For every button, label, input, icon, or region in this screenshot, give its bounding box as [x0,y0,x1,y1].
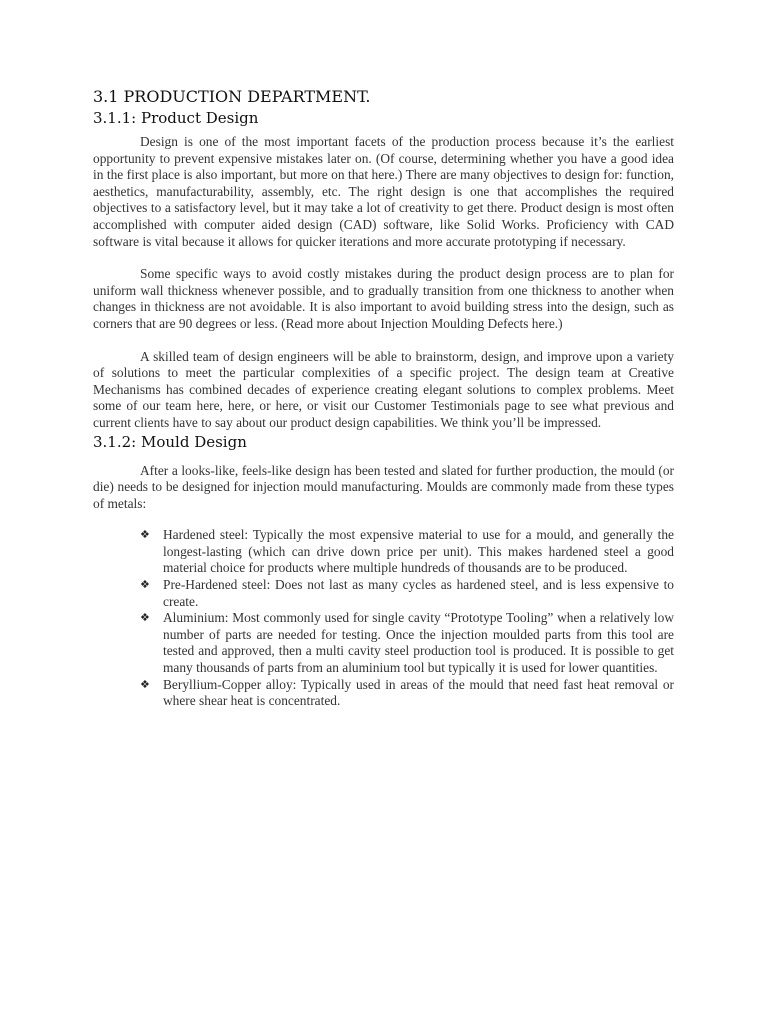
mould-design-intro: After a looks-like, feels-like design has been tested and slated for further production, the mould (or die) needs to be designed for injection mould manufacturing. Moulds are commonly made from these types of metals: [93,462,674,511]
document-page [93,86,674,710]
diamond-bullet-icon: ❖ [140,677,150,691]
diamond-bullet-icon: ❖ [140,578,150,592]
list-item [140,527,674,577]
product-design-paragraph-1: Design is one of the most important facets of the production process because it’s the earliest opportunity to prevent expensive mistakes later on. (Of course, determining whether you have a good idea in the first place is also important, but more on that here.) There are many objectives to design for: function, aesthetics, manufacturability, assembly, etc. The right design is one that accomplishes the required objectives to a satisfactory level, but it may take a lot of creativity to get there. Product design is most often accomplished with computer aided design (CAD) software, like Solid Works. Proficiency with CAD software is vital because it allows for quicker iterations and more accurate prototyping if necessary. [93,134,674,249]
product-design-heading: 3.1.1: Product Design [93,109,259,127]
section-title: 3.1 PRODUCTION DEPARTMENT. [93,87,371,106]
list-item-text: Hardened steel: Typically the most expensive material to use for a mould, and generally the longest-lasting (which can drive down price per unit). This makes hardened steel a good material choice for products where multiple hundreds of thousands are to be produced. [163,527,674,576]
product-design-paragraph-2: Some specific ways to avoid costly mistakes during the product design process are to plan for uniform wall thickness whenever possible, and to gradually transition from one thickness to another when changes in thickness are not avoidable. It is also important to avoid building stress into the design, such as corners that are 90 degrees or less. (Read more about Injection Moulding Defects here.) [93,266,674,331]
product-design-paragraph-3: A skilled team of design engineers will be able to brainstorm, design, and improve upon a variety of solutions to meet the particular complexities of a specific project. The design team at Creative Mechanisms has combined decades of experience creating elegant solutions to complex problems. Meet some of our team here, here, or here, or visit our Customer Testimonials page to see what previous and current clients have to say about our product design capabilities. We think you’ll be impressed. [93,348,674,430]
list-item-text: Beryllium-Copper alloy: Typically used in areas of the mould that need fast heat removal or where shear heat is concentrated. [163,676,674,709]
diamond-bullet-icon: ❖ [140,528,150,542]
list-item-text: Aluminium: Most commonly used for single cavity “Prototype Tooling” when a relatively low number of parts are needed for testing. Once the injection moulded parts from this tool are tested and approved, then a multi cavity steel production tool is produced. It is possible to get many thousands of parts from an aluminium tool but typically it is used for lower quantities. [163,610,674,676]
list-item-text: Pre-Hardened steel: Does not last as many cycles as hardened steel, and is less expensive to create. [163,577,674,609]
list-item [140,677,674,710]
mould-design-heading: 3.1.2: Mould Design [93,432,247,451]
diamond-bullet-icon: ❖ [140,611,150,625]
metal-types-list [93,527,674,710]
list-item [140,610,674,676]
list-item [140,577,674,610]
